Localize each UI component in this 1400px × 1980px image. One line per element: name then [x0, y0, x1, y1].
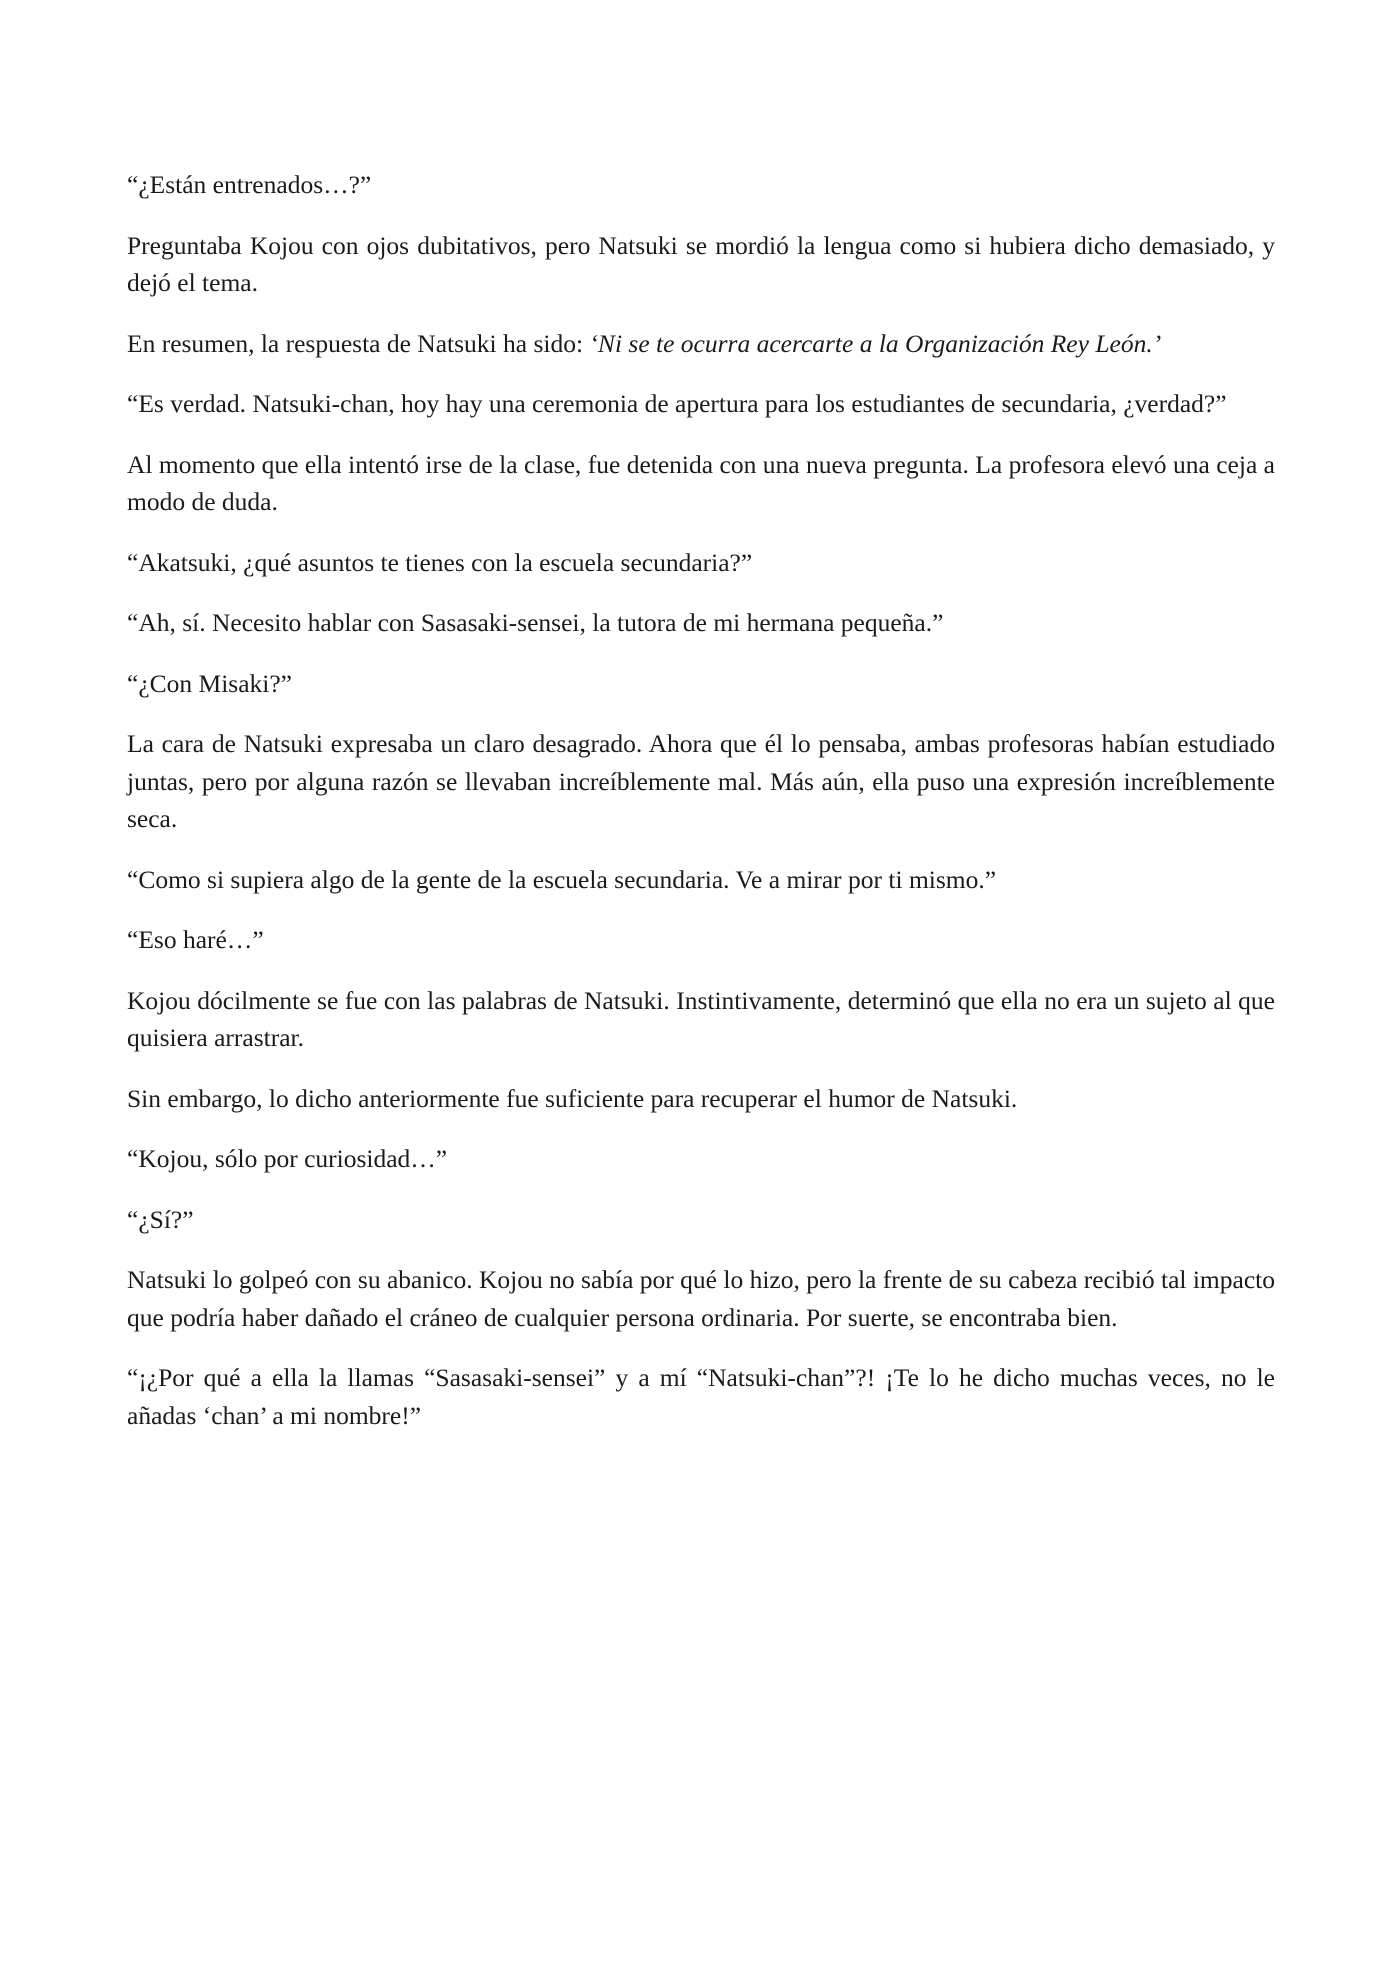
paragraph-dialogue-akatsuki: “Akatsuki, ¿qué asuntos te tienes con la escuela secundaria?”: [127, 547, 753, 577]
paragraph-dialogue-sasasaki: “Ah, sí. Necesito hablar con Sasasaki-sensei, la tutora de mi hermana pequeña.”: [127, 608, 944, 637]
paragraph-dialogue-entrenados: “¿Están entrenados…?”: [127, 170, 372, 199]
summary-quote: ‘Ni se te ocurra acercarte a la Organización Rey León.’: [589, 328, 1162, 358]
document-page: [127, 166, 1275, 1457]
paragraph-narration-docilmente: Kojou dócilmente se fue con las palabras de Natsuki. Instintivamente, determinó que ella no era un sujeto al que quisiera arrastrar.: [127, 985, 1275, 1052]
paragraph-dialogue-curiosidad: “Kojou, sólo por curiosidad…”: [127, 1144, 448, 1173]
paragraph-narration-humor: Sin embargo, lo dicho anteriormente fue suficiente para recuperar el humor de Natsuki.: [127, 1083, 1018, 1113]
paragraph-dialogue-eso-hare: “Eso haré…”: [127, 925, 264, 954]
paragraph-dialogue-chan: “¡¿Por qué a ella la llamas “Sasasaki-sensei” y a mí “Natsuki-chan”?! ¡Te lo he dicho muchas veces, no le añadas ‘chan’ a mi nombre!”: [127, 1363, 1275, 1430]
paragraph-narration-profesora: Al momento que ella intentó irse de la clase, fue detenida con una nueva pregunta. La profesora elevó una ceja a modo de duda.: [127, 449, 1275, 516]
paragraph-dialogue-como-si: “Como si supiera algo de la gente de la escuela secundaria. Ve a mirar por ti mismo.”: [127, 864, 997, 894]
summary-lead: En resumen, la respuesta de Natsuki ha sido:: [127, 328, 590, 358]
paragraph-summary: [127, 325, 1275, 363]
paragraph-narration-abanico: Natsuki lo golpeó con su abanico. Kojou no sabía por qué lo hizo, pero la frente de su cabeza recibió tal impacto que podría haber dañado el cráneo de cualquier persona ordinaria. Por suerte, se encontraba bien.: [127, 1265, 1275, 1332]
paragraph-dialogue-si: “¿Sí?”: [127, 1204, 194, 1234]
paragraph-dialogue-ceremonia: “Es verdad. Natsuki-chan, hoy hay una ceremonia de apertura para los estudiantes de secundaria, ¿verdad?”: [127, 389, 1227, 418]
paragraph-narration-kojou-dubitativo: Preguntaba Kojou con ojos dubitativos, pero Natsuki se mordió la lengua como si hubiera dicho demasiado, y dejó el tema.: [127, 230, 1275, 297]
paragraph-dialogue-misaki: “¿Con Misaki?”: [127, 668, 292, 698]
paragraph-narration-desagrado: La cara de Natsuki expresaba un claro desagrado. Ahora que él lo pensaba, ambas profesoras habían estudiado juntas, pero por alguna razón se llevaban increíblemente mal. Más aún, ella puso una expresión increíblemente seca.: [127, 729, 1275, 833]
